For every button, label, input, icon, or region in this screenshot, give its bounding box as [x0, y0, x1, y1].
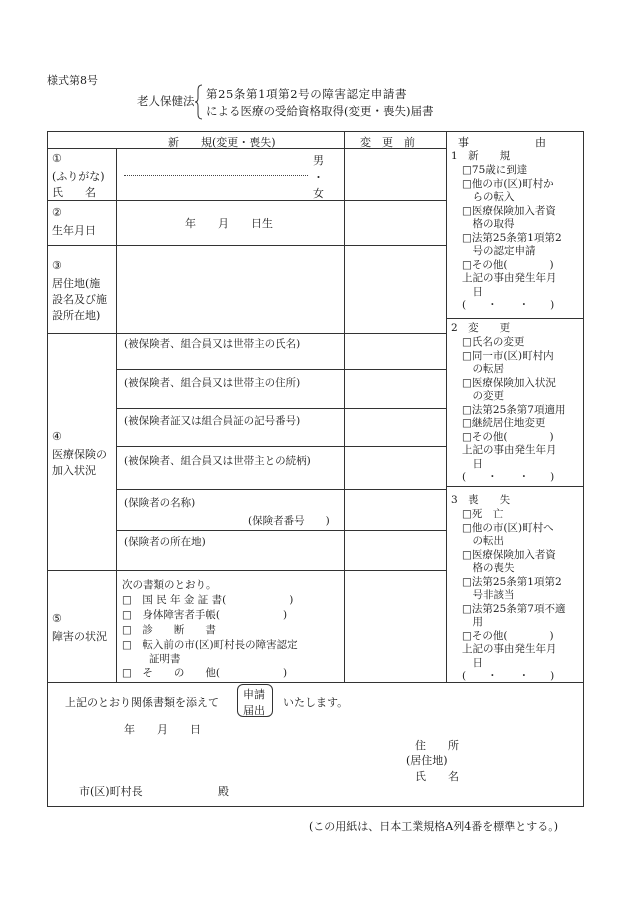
reason-item: 用 — [462, 616, 483, 628]
reason-item: 号非該当 — [462, 589, 515, 601]
reason-new-list[interactable] — [462, 164, 562, 313]
reason-item[interactable]: □その他( ) — [462, 258, 554, 271]
declaration-date[interactable]: 年 月 日 — [124, 723, 201, 736]
reason-change-title: 2 変 更 — [451, 322, 511, 334]
reason-item: らの転入 — [462, 191, 515, 203]
doc-other-checkbox[interactable]: □ そ の 他( ) — [122, 667, 288, 679]
kana-dotted-line — [124, 175, 308, 176]
reason-line — [446, 486, 584, 487]
label-num-1: ① — [52, 152, 62, 165]
gender-female[interactable]: 女 — [313, 187, 324, 200]
reason-item[interactable]: □法第25条第7項不適 — [462, 602, 566, 615]
reason-item[interactable]: □氏名の変更 — [462, 336, 525, 348]
insurer-address-field[interactable]: (保険者の所在地) — [124, 536, 206, 548]
row-line — [116, 408, 446, 409]
label-num-5: ⑤ — [52, 612, 62, 625]
reason-item[interactable]: □他の市(区)町村か — [462, 177, 554, 190]
option-notify[interactable]: 届出 — [243, 704, 265, 717]
reason-item: 日 — [462, 285, 483, 298]
doc-diagnosis-checkbox[interactable]: □ 診 断 書 — [122, 624, 216, 636]
reason-new-title: 1 新 規 — [451, 150, 511, 162]
reason-item: ( ・ ・ ) — [462, 670, 555, 682]
reason-item: 格の喪失 — [462, 562, 515, 574]
header-reason: 事 由 — [458, 136, 546, 149]
col-divider-new — [344, 131, 345, 683]
reason-change-list[interactable] — [462, 336, 565, 485]
reason-item[interactable]: □医療保険加入者資 — [462, 204, 556, 217]
reason-item[interactable]: □医療保険加入者資 — [462, 548, 556, 561]
statement-suffix: いたします。 — [283, 696, 349, 709]
reason-item: 上記の事由発生年月 — [462, 643, 557, 655]
reason-loss-list[interactable] — [462, 508, 565, 684]
insured-address-field[interactable]: (被保険者、組合員又は世帯主の住所) — [124, 377, 301, 389]
birth-date-field[interactable]: 年 月 日生 — [185, 217, 273, 230]
insured-name-field[interactable]: (被保険者、組合員又は世帯主の氏名) — [124, 338, 301, 350]
label-name: 氏 名 — [52, 186, 96, 199]
header-new: 新 規(変更・喪失) — [168, 136, 276, 149]
doc-transfer-cert-checkbox[interactable]: □ 転入前の市(区)町村長の障害認定 — [122, 639, 298, 651]
honorific-dono: 殿 — [218, 785, 229, 798]
reason-line — [446, 318, 584, 319]
applicant-residence-label: (居住地) — [406, 754, 448, 767]
row-line — [47, 245, 446, 246]
label-num-2: ② — [52, 206, 62, 219]
reason-item: の転居 — [462, 363, 504, 375]
reason-item[interactable]: □他の市(区)町村へ — [462, 521, 554, 534]
row-line — [116, 489, 446, 490]
doc-pension-checkbox[interactable]: □ 国 民 年 金 証 書( ) — [122, 594, 294, 606]
applicant-address-label: 住 所 — [415, 739, 459, 752]
title-line-2: による医療の受給資格取得(変更・喪失)届書 — [206, 104, 434, 118]
col-divider-before — [446, 131, 447, 683]
option-apply[interactable]: 申請 — [243, 688, 265, 701]
label-address-1: 居住地(施 — [52, 277, 101, 290]
reason-item[interactable]: □その他( ) — [462, 629, 554, 642]
reason-item: 号の認定申請 — [462, 245, 536, 257]
mayor-label: 市(区)町村長 — [79, 785, 143, 798]
gender-male[interactable]: 男 — [313, 154, 324, 167]
reason-item[interactable]: □法第25条第1項第2 — [462, 231, 562, 244]
row-line — [47, 570, 446, 571]
reason-item[interactable]: □法第25条第1項第2 — [462, 575, 562, 588]
form-number: 様式第8号 — [47, 74, 98, 87]
label-insurance-2: 加入状況 — [52, 464, 96, 477]
label-insurance-1: 医療保険の — [52, 448, 107, 461]
header-before: 変 更 前 — [360, 136, 415, 149]
reason-item: の変更 — [462, 390, 504, 402]
reason-item: ( ・ ・ ) — [462, 299, 555, 311]
reason-item[interactable]: □医療保険加入状況 — [462, 376, 556, 389]
insurer-number-field[interactable]: (保険者番号 ) — [248, 515, 330, 527]
label-address-2: 設名及び施 — [52, 293, 107, 306]
label-kana: (ふりがな) — [52, 170, 105, 183]
reason-item[interactable]: □その他( ) — [462, 430, 554, 443]
reason-item[interactable]: □継続居住地変更 — [462, 417, 546, 429]
reason-item: 上記の事由発生年月 — [462, 444, 557, 456]
insurer-name-field[interactable]: (保険者の名称) — [124, 497, 196, 509]
label-disability: 障害の状況 — [52, 630, 107, 643]
reason-item: 日 — [462, 656, 483, 669]
label-birth: 生年月日 — [52, 224, 96, 237]
reason-item[interactable]: □75歳に到達 — [462, 164, 528, 176]
reason-item: 上記の事由発生年月 — [462, 272, 557, 284]
doc-transfer-cert-label: 証明書 — [149, 653, 181, 665]
reason-item[interactable]: □法第25条第7項適用 — [462, 403, 566, 416]
row-line — [47, 200, 446, 201]
label-num-4: ④ — [52, 430, 62, 443]
col-divider-label — [116, 148, 117, 683]
row-line — [47, 333, 446, 334]
brace-icon — [195, 84, 203, 120]
reason-item: 格の取得 — [462, 218, 515, 230]
row-line — [116, 530, 446, 531]
row-line — [116, 369, 446, 370]
row-line — [116, 446, 446, 447]
reason-item: ( ・ ・ ) — [462, 471, 555, 483]
reason-item: 日 — [462, 457, 483, 470]
relationship-field[interactable]: (被保険者、組合員又は世帯主との続柄) — [124, 455, 311, 467]
doc-handbook-checkbox[interactable]: □ 身体障害者手帳( ) — [122, 609, 288, 621]
statement-prefix: 上記のとおり関係書類を添えて — [65, 696, 219, 709]
reason-loss-title: 3 喪 失 — [451, 494, 511, 506]
title-line-1: 第25条第1項第2号の障害認定申請書 — [206, 87, 408, 101]
applicant-name-label: 氏 名 — [415, 770, 459, 783]
paper-size-note: (この用紙は、日本工業規格A列4番を標準とする。) — [309, 820, 559, 833]
reason-item[interactable]: □死 亡 — [462, 508, 504, 520]
gender-separator: ・ — [313, 171, 324, 184]
disability-intro: 次の書類のとおり。 — [122, 579, 217, 591]
insurance-card-number-field[interactable]: (被保険者証又は組合員証の記号番号) — [124, 415, 301, 427]
label-num-3: ③ — [52, 259, 62, 272]
reason-item: の転出 — [462, 535, 504, 547]
law-name: 老人保健法 — [137, 94, 195, 108]
label-address-3: 設所在地) — [52, 309, 101, 322]
reason-item[interactable]: □同一市(区)町村内 — [462, 349, 554, 362]
